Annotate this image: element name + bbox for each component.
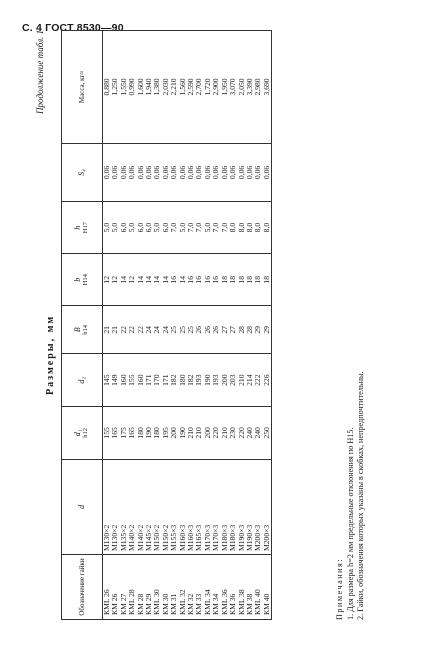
table-cell: 1,940 [145,31,153,144]
col-designation: Обозначение гайки [62,555,103,620]
table-cell: КМ 32 [187,555,195,620]
table-cell: 24 [153,306,161,354]
table-cell: 29 [263,306,272,354]
table-cell: 12 [128,254,136,306]
table-cell: 14 [153,254,161,306]
col-B: B h14 [62,306,103,354]
table-cell: 226 [263,354,272,407]
table-cell: 25 [179,306,187,354]
table-cell: 193 [195,354,203,407]
table-cell: 7,0 [221,202,229,254]
notes [335,371,367,620]
col-h: h H17 [62,202,103,254]
table-cell: 0,06 [170,143,178,201]
table-cell: 2,050 [238,31,246,144]
table-cell: 0,880 [103,31,112,144]
table-cell: 16 [170,254,178,306]
table-cell: 29 [254,306,262,354]
table-cell: 18 [254,254,262,306]
table-cell: 0,06 [137,143,145,201]
table-cell: 193 [212,354,220,407]
table-cell: 6,0 [162,202,170,254]
table-cell: 240 [246,407,254,460]
table-cell: 155 [128,354,136,407]
table-cell: М130×2 [103,459,112,554]
table-cell: М190×3 [238,459,246,554]
table-cell: КМ 26 [111,555,119,620]
notes-title: Примечания: [335,557,344,620]
table-cell: 27 [221,306,229,354]
table-cell: 18 [221,254,229,306]
table-cell: 0,06 [120,143,128,201]
table-cell: 1,250 [111,31,119,144]
table-cell: 8,0 [263,202,272,254]
table-cell: 200 [221,354,229,407]
table-cell: КМ 28 [137,555,145,620]
table-cell: 0,06 [162,143,170,201]
table-cell: 6,0 [145,202,153,254]
table-cell: 0,06 [229,143,237,201]
table-cell: 2,700 [195,31,203,144]
table-cell: 0,06 [263,143,272,201]
col-mass: Масса, кг≈ [62,31,103,144]
table-cell: 190 [204,354,212,407]
table-cell: 220 [238,407,246,460]
table-cell: 8,0 [238,202,246,254]
table-cell: КМ 29 [145,555,153,620]
table-cell: 12 [103,254,112,306]
table-cell: 0,06 [103,143,112,201]
table-cell: 171 [162,354,170,407]
table-cell: 240 [254,407,262,460]
table-cell: 170 [153,354,161,407]
table-cell: 6,0 [137,202,145,254]
continuation-label: Продолжение табл. 1 [35,30,45,114]
table-cell: 12 [111,254,119,306]
table-cell: М160×3 [179,459,187,554]
table-cell: 171 [145,354,153,407]
table-cell: М170×3 [212,459,220,554]
col-d2: d₂ [62,354,103,407]
table-cell: КМL 26 [103,555,112,620]
table-cell: 250 [263,407,272,460]
table-cell: 0,06 [111,143,119,201]
table-cell: 0,06 [204,143,212,201]
table-cell: 182 [187,354,195,407]
table-cell: КМL 34 [204,555,212,620]
table-cell: 8,0 [246,202,254,254]
table-cell: КМ 40 [263,555,272,620]
table-cell: 26 [212,306,220,354]
table-cell: 0,990 [128,31,136,144]
table-cell: 16 [204,254,212,306]
table-cell: М190×3 [246,459,254,554]
table-cell: 28 [246,306,254,354]
table-cell: КМ 38 [246,555,254,620]
table-cell: 165 [128,407,136,460]
table-cell: 14 [145,254,153,306]
table-cell: 5,0 [111,202,119,254]
table-cell: 149 [111,354,119,407]
table-cell: 3,690 [263,31,272,144]
table-cell: 180 [137,407,145,460]
table-cell: 160 [137,354,145,407]
table-cell: 22 [137,306,145,354]
table-cell: 220 [212,407,220,460]
col-d1: d₁ h12 [62,407,103,460]
table-cell: 0,06 [179,143,187,201]
table-cell: М155×3 [170,459,178,554]
table-cell: 28 [238,306,246,354]
table-cell: М140×2 [128,459,136,554]
header-row [62,31,103,620]
table-cell: КМ 30 [162,555,170,620]
table-cell: 0,06 [238,143,246,201]
table-cell: 230 [229,407,237,460]
table-cell: 182 [170,354,178,407]
table-cell: 190 [145,407,153,460]
table-body [103,31,272,620]
table-cell: 3,070 [229,31,237,144]
table-cell: 175 [120,407,128,460]
table-cell: 2,210 [170,31,178,144]
table-cell: 16 [212,254,220,306]
table-cell: 14 [162,254,170,306]
table-cell: М180×3 [229,459,237,554]
table-cell: 5,0 [153,202,161,254]
table-cell: 5,0 [204,202,212,254]
table-cell: 26 [195,306,203,354]
table-cell: 222 [254,354,262,407]
table-cell: КМL 36 [221,555,229,620]
table-cell: 155 [103,407,112,460]
page-header: С. 4 ГОСТ 8530—90 [22,22,124,34]
table-cell: 5,0 [103,202,112,254]
table-cell: 18 [229,254,237,306]
table-cell: 190 [179,407,187,460]
table-cell: 160 [120,354,128,407]
table-cell: 210 [238,354,246,407]
table-cell: 7,0 [195,202,203,254]
rotated-content [35,30,395,620]
table-cell: 22 [120,306,128,354]
table-cell: 145 [103,354,112,407]
table-cell: 214 [246,354,254,407]
table-cell: 24 [145,306,153,354]
table-cell: 1,550 [120,31,128,144]
table-cell: 195 [162,407,170,460]
table-cell: КМL 40 [254,555,262,620]
table-cell: 0,06 [195,143,203,201]
table-cell: 1,720 [204,31,212,144]
table-cell: М180×3 [221,459,229,554]
table-cell: 1,560 [179,31,187,144]
col-S4: S₄ [62,143,103,201]
table-cell: 210 [221,407,229,460]
table-cell: 2,590 [187,31,195,144]
table-cell: 3,390 [246,31,254,144]
table-cell: 21 [111,306,119,354]
table-cell: 1,950 [221,31,229,144]
table-cell: 8,0 [229,202,237,254]
table-cell: 16 [187,254,195,306]
table-cell: 26 [204,306,212,354]
table-cell: М165×3 [195,459,203,554]
table-cell: КМL 32 [179,555,187,620]
table-cell: 14 [137,254,145,306]
col-b: b H14 [62,254,103,306]
table-cell: 2,980 [254,31,262,144]
table-cell: 14 [179,254,187,306]
table-cell: 200 [204,407,212,460]
table-cell: 0,06 [246,143,254,201]
table-cell: 18 [238,254,246,306]
table-cell: 1,600 [137,31,145,144]
table-cell: 7,0 [212,202,220,254]
table-cell: 180 [179,354,187,407]
table-cell: 203 [229,354,237,407]
table-cell: КМ 33 [195,555,203,620]
table-cell: 0,06 [128,143,136,201]
table-cell: 0,06 [212,143,220,201]
table-cell: 16 [195,254,203,306]
table-cell: 1,380 [153,31,161,144]
table-cell: М170×3 [204,459,212,554]
table-cell: 0,06 [221,143,229,201]
table-cell: М200×3 [254,459,262,554]
table-cell: 7,0 [187,202,195,254]
table-cell: 27 [229,306,237,354]
table-cell: 21 [103,306,112,354]
table-cell: 210 [187,407,195,460]
table-cell: 0,06 [187,143,195,201]
col-d: d [62,459,103,554]
table-cell: 22 [128,306,136,354]
table-cell: 6,0 [120,202,128,254]
table-cell: 25 [170,306,178,354]
table-cell: М160×3 [187,459,195,554]
table-cell: КМ 34 [212,555,220,620]
table-cell: М200×3 [263,459,272,554]
table-cell: КМL 30 [153,555,161,620]
dimensions-table [61,30,272,620]
table-cell: 2,900 [212,31,220,144]
table-cell: 18 [263,254,272,306]
table-cell: 7,0 [170,202,178,254]
table-cell: 18 [246,254,254,306]
note-item: 2. Гайки, обозначения которых указаны в скобках, непредпочтительны. [356,371,365,620]
table-cell: М150×2 [153,459,161,554]
table-cell: 0,06 [145,143,153,201]
table-cell: 5,0 [128,202,136,254]
table-cell: 0,06 [153,143,161,201]
table-cell: М140×2 [137,459,145,554]
table-cell: М135×2 [120,459,128,554]
table-cell: 2,030 [162,31,170,144]
table-cell: 25 [187,306,195,354]
table-cell: КМ 31 [170,555,178,620]
table-cell: 180 [153,407,161,460]
table-row [263,31,272,620]
section-title: Размеры, мм [45,314,56,395]
table-cell: КМ 36 [229,555,237,620]
table-cell: М130×2 [111,459,119,554]
note-item: 1. Для размера h=2 мм предельные отклонения по H15. [345,427,355,620]
table-cell: 5,0 [179,202,187,254]
table-cell: 14 [120,254,128,306]
table-cell: КМL 38 [238,555,246,620]
table-cell: 24 [162,306,170,354]
table-cell: 165 [111,407,119,460]
table-cell: М145×2 [145,459,153,554]
table-cell: М150×2 [162,459,170,554]
table-cell: 0,06 [254,143,262,201]
table-cell: КМ 27 [120,555,128,620]
table-cell: КМL 28 [128,555,136,620]
table-cell: 8,0 [254,202,262,254]
table-cell: 200 [170,407,178,460]
table-cell: 210 [195,407,203,460]
